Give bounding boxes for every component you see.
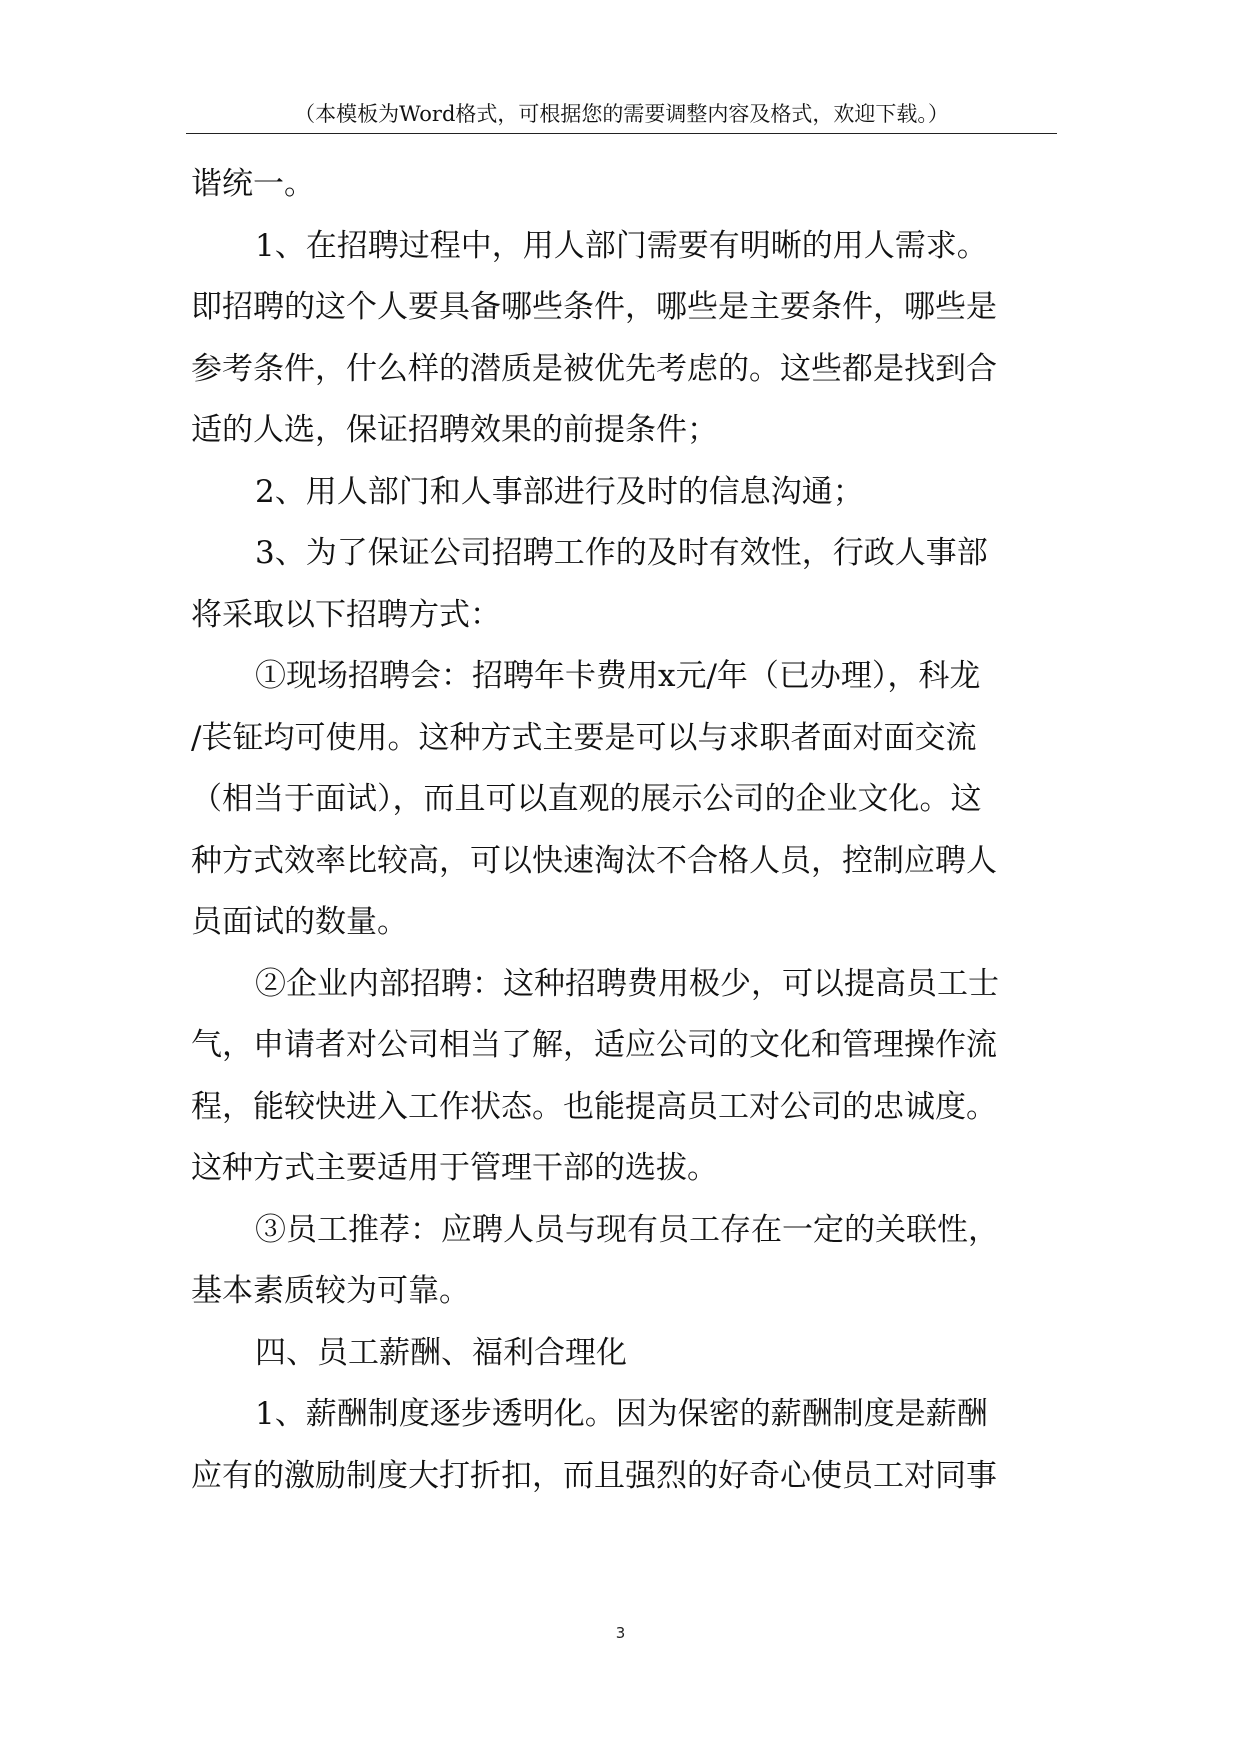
body-line: 将采取以下招聘方式：: [191, 596, 501, 633]
document-body: [191, 154, 1071, 1507]
body-line: 气，申请者对公司相当了解，适应公司的文化和管理操作流: [191, 1027, 997, 1063]
body-line: 参考条件，什么样的潜质是被优先考虑的。这些都是找到合: [191, 350, 997, 387]
body-line: ②企业内部招聘：这种招聘费用极少，可以提高员工士: [255, 965, 999, 1002]
body-line: 2、用人部门和人事部进行及时的信息沟通；: [255, 473, 864, 510]
body-line: 员面试的数量。: [191, 904, 408, 940]
page-number: 3: [615, 1624, 626, 1642]
body-line: 即招聘的这个人要具备哪些条件，哪些是主要条件，哪些是: [191, 289, 997, 325]
body-line: 1、薪酬制度逐步透明化。因为保密的薪酬制度是薪酬: [255, 1396, 988, 1432]
body-line: ①现场招聘会：招聘年卡费用x元/年（已办理），科龙: [255, 658, 981, 694]
body-line: 1、在招聘过程中，用人部门需要有明晰的用人需求。: [255, 227, 988, 264]
body-line: 适的人选，保证招聘效果的前提条件；: [191, 412, 718, 448]
body-line: /苌钲均可使用。这种方式主要是可以与求职者面对面交流: [191, 719, 977, 756]
body-line: 程，能较快进入工作状态。也能提高员工对公司的忠诚度。: [191, 1088, 997, 1125]
body-line: 应有的激励制度大打折扣，而且强烈的好奇心使员工对同事: [191, 1457, 997, 1494]
header-divider: [186, 133, 1057, 134]
body-line: 谐统一。: [191, 166, 315, 202]
body-line: ③员工推荐：应聘人员与现有员工存在一定的关联性，: [255, 1211, 999, 1248]
section-heading: 四、员工薪酬、福利合理化: [255, 1334, 627, 1371]
body-line: 这种方式主要适用于管理干部的选拔。: [191, 1150, 718, 1186]
body-line: 3、为了保证公司招聘工作的及时有效性，行政人事部: [255, 535, 988, 571]
body-line: （相当于面试），而且可以直观的展示公司的企业文化。这: [191, 781, 982, 817]
body-line: 种方式效率比较高，可以快速淘汰不合格人员，控制应聘人: [191, 842, 997, 879]
body-line: 基本素质较为可靠。: [191, 1273, 470, 1309]
header-note: （本模板为Word格式，可根据您的需要调整内容及格式，欢迎下载。）: [294, 102, 949, 126]
